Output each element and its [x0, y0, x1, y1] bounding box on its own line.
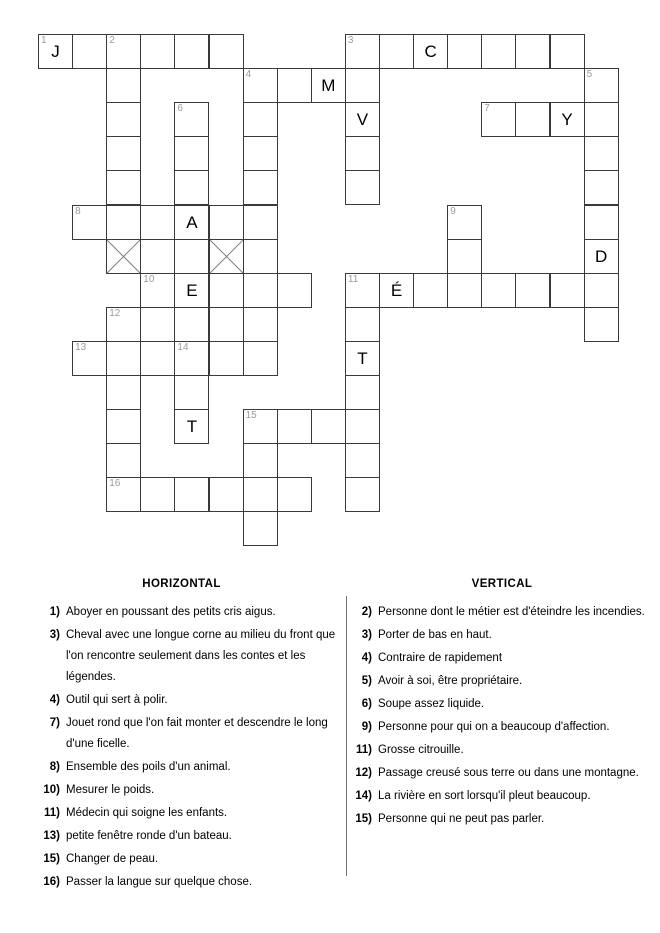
clue-text: Grosse citrouille. [378, 744, 464, 756]
grid-cell[interactable] [106, 68, 141, 103]
grid-cell[interactable] [550, 273, 585, 308]
cell-letter: T [357, 348, 368, 368]
clue-number: 14) [355, 790, 372, 802]
cell-number: 9 [450, 205, 456, 217]
clue-text: petite fenêtre ronde d'un bateau. [66, 830, 232, 842]
horizontal-clues-column [40, 578, 345, 895]
grid-cell[interactable] [140, 273, 175, 308]
grid-cell[interactable] [277, 477, 312, 512]
cell-letter: C [424, 42, 437, 62]
grid-cell[interactable] [174, 102, 209, 137]
blocked-cell-cross-icon [210, 240, 243, 273]
clue-item [40, 602, 345, 623]
grid-cell[interactable] [447, 273, 482, 308]
cell-letter: D [595, 246, 608, 266]
clue-text: Passage creusé sous terre ou dans une montagne. [378, 767, 639, 779]
clue-text: Ensemble des poils d'un animal. [66, 761, 231, 773]
cell-number: 7 [484, 103, 490, 115]
clue-item [40, 872, 345, 893]
clue-item [40, 780, 345, 801]
grid-cell[interactable] [277, 409, 312, 444]
cell-number: 11 [347, 273, 359, 285]
cell-number: 4 [245, 69, 252, 81]
clue-text: Personne pour qui on a beaucoup d'affection. [378, 721, 610, 733]
clue-text: Avoir à soi, être propriétaire. [378, 675, 523, 687]
vertical-clues-heading: VERTICAL [471, 578, 533, 590]
grid-cell[interactable] [243, 273, 278, 308]
grid-cell[interactable] [174, 239, 209, 274]
grid-cell[interactable] [106, 34, 141, 69]
grid-cell[interactable] [209, 341, 244, 376]
clue-text: Porter de bas en haut. [378, 629, 492, 641]
clue-number: 2) [361, 606, 372, 618]
grid-cell[interactable] [345, 443, 380, 478]
grid-cell[interactable] [38, 34, 73, 69]
clue-number: 16) [43, 876, 60, 888]
clue-item [352, 602, 652, 623]
grid-cell[interactable] [584, 205, 619, 240]
clue-item [352, 809, 652, 830]
clue-number: 12) [355, 767, 372, 779]
grid-cell-blocked [209, 239, 244, 274]
grid-cell[interactable] [413, 273, 448, 308]
clues-section [0, 578, 660, 888]
clue-item [40, 849, 345, 870]
grid-cell[interactable] [72, 34, 107, 69]
grid-cell[interactable] [584, 239, 619, 274]
clue-item [40, 803, 345, 824]
cell-letter: E [186, 280, 198, 300]
grid-cell[interactable] [106, 443, 141, 478]
clue-text: Outil qui sert à polir. [66, 694, 168, 706]
grid-cell[interactable] [243, 477, 278, 512]
grid-cell[interactable] [209, 34, 244, 69]
clue-text: Aboyer en poussant des petits cris aigus. [66, 606, 276, 618]
grid-cell[interactable] [277, 273, 312, 308]
clue-text: Mesurer le poids. [66, 784, 155, 796]
clue-item [352, 694, 652, 715]
grid-cell[interactable] [174, 34, 209, 69]
grid-cell[interactable] [311, 68, 346, 103]
grid-cell[interactable] [209, 307, 244, 342]
cell-number: 5 [586, 69, 593, 81]
cell-number: 14 [177, 341, 189, 353]
grid-cell[interactable] [106, 375, 141, 410]
grid-cell[interactable] [345, 409, 380, 444]
grid-cell[interactable] [481, 273, 516, 308]
grid-cell[interactable] [515, 102, 550, 137]
clue-number: 15) [355, 813, 372, 825]
grid-cell[interactable] [550, 34, 585, 69]
grid-cell[interactable] [345, 34, 380, 69]
grid-cell[interactable] [550, 102, 585, 137]
clue-item [352, 717, 652, 738]
clue-number: 1) [49, 606, 60, 618]
grid-cell[interactable] [345, 341, 380, 376]
grid-cell[interactable] [72, 205, 107, 240]
cell-number: 8 [75, 205, 81, 217]
grid-cell[interactable] [481, 34, 516, 69]
grid-cell[interactable] [345, 170, 380, 205]
grid-cell[interactable] [447, 239, 482, 274]
grid-cell[interactable] [106, 477, 141, 512]
grid-cell[interactable] [243, 511, 278, 546]
cell-letter: J [51, 42, 60, 62]
grid-cell[interactable] [243, 102, 278, 137]
grid-cell[interactable] [345, 273, 380, 308]
grid-cell[interactable] [584, 102, 619, 137]
vertical-clues-column [352, 578, 652, 832]
clue-item [352, 671, 652, 692]
grid-cell[interactable] [345, 68, 380, 103]
horizontal-clues-heading: HORIZONTAL [142, 578, 221, 590]
grid-cell[interactable] [140, 205, 175, 240]
grid-cell[interactable] [515, 273, 550, 308]
grid-cell[interactable] [174, 273, 209, 308]
grid-cell[interactable] [413, 34, 448, 69]
cell-letter: M [321, 76, 336, 96]
clue-number: 9) [361, 721, 372, 733]
grid-cell[interactable] [174, 205, 209, 240]
grid-cell[interactable] [243, 205, 278, 240]
cell-number: 16 [109, 478, 121, 490]
clue-number: 10) [43, 784, 60, 796]
clue-number: 3) [361, 629, 372, 641]
grid-cell[interactable] [345, 102, 380, 137]
grid-cell[interactable] [209, 205, 244, 240]
clue-item [40, 826, 345, 847]
clue-item [352, 786, 652, 807]
clue-number: 13) [43, 830, 60, 842]
vertical-clue-list [352, 602, 652, 830]
cell-number: 6 [177, 103, 183, 115]
grid-cell[interactable] [140, 307, 175, 342]
grid-cell[interactable] [243, 443, 278, 478]
grid-cell[interactable] [174, 136, 209, 171]
clue-item [352, 763, 652, 784]
cell-letter: V [356, 110, 369, 130]
clue-text: Passer la langue sur quelque chose. [66, 876, 253, 888]
cell-letter: É [390, 280, 403, 300]
grid-cell[interactable] [174, 409, 209, 444]
grid-cell[interactable] [481, 102, 516, 137]
grid-cell[interactable] [72, 341, 107, 376]
clue-number: 4) [361, 652, 372, 664]
grid-cell[interactable] [447, 34, 482, 69]
grid-cell[interactable] [106, 205, 141, 240]
clue-number: 11) [44, 807, 60, 819]
grid-cell[interactable] [243, 170, 278, 205]
grid-cell[interactable] [379, 34, 414, 69]
cell-number: 10 [143, 273, 155, 285]
grid-cell[interactable] [515, 34, 550, 69]
clue-number: 6) [361, 698, 372, 710]
clue-item [352, 648, 652, 669]
cell-number: 15 [245, 410, 257, 422]
grid-cell[interactable] [243, 307, 278, 342]
grid-cell[interactable] [106, 170, 141, 205]
cell-number: 12 [109, 307, 121, 319]
grid-cell[interactable] [584, 68, 619, 103]
clue-number: 5) [361, 675, 372, 687]
clue-text: Soupe assez liquide. [378, 698, 485, 710]
clue-text: Changer de peau. [66, 853, 159, 865]
cell-letter: T [186, 417, 198, 437]
horizontal-clue-list [40, 602, 345, 893]
clue-number: 3) [49, 629, 60, 641]
grid-cell[interactable] [209, 273, 244, 308]
grid-cell[interactable] [140, 34, 175, 69]
grid-cell[interactable] [243, 68, 278, 103]
clue-text: La rivière en sort lorsqu'il pleut beaucoup. [378, 790, 591, 802]
clue-item [40, 625, 345, 688]
grid-cell[interactable] [584, 307, 619, 342]
clue-item [40, 690, 345, 711]
grid-cell[interactable] [311, 409, 346, 444]
grid-cell[interactable] [174, 341, 209, 376]
grid-cell[interactable] [243, 341, 278, 376]
grid-cell[interactable] [447, 205, 482, 240]
grid-cell[interactable] [174, 170, 209, 205]
clue-number: 4) [49, 694, 60, 706]
clue-text: Personne qui ne peut pas parler. [378, 813, 545, 825]
grid-cell[interactable] [345, 477, 380, 512]
clue-number: 15) [43, 853, 60, 865]
grid-cell[interactable] [106, 102, 141, 137]
clue-item [40, 757, 345, 778]
grid-cell[interactable] [345, 375, 380, 410]
grid-cell[interactable] [584, 170, 619, 205]
grid-cell[interactable] [243, 239, 278, 274]
clue-number: 7) [49, 717, 60, 729]
grid-cell[interactable] [209, 477, 244, 512]
cell-number: 13 [75, 341, 87, 353]
grid-cell[interactable] [243, 409, 278, 444]
grid-cell[interactable] [106, 409, 141, 444]
clue-text: Médecin qui soigne les enfants. [66, 807, 228, 819]
grid-cell[interactable] [584, 273, 619, 308]
grid-cell[interactable] [140, 341, 175, 376]
clue-text: Jouet rond que l'on fait monter et descendre le long d'une ficelle. [66, 717, 328, 750]
clue-number: 8) [49, 761, 60, 773]
cell-letter: Y [561, 110, 573, 130]
clue-item [352, 740, 652, 761]
grid-cell-blocked [106, 239, 141, 274]
grid-cell[interactable] [345, 136, 380, 171]
grid-cell[interactable] [243, 136, 278, 171]
grid-cell[interactable] [106, 307, 141, 342]
grid-cell[interactable] [174, 375, 209, 410]
clue-text: Cheval avec une longue corne au milieu du front que l'on rencontre seulement dans les contes et les légendes. [66, 629, 336, 683]
clue-item [40, 713, 345, 755]
grid-cell[interactable] [174, 307, 209, 342]
clue-item [352, 625, 652, 646]
grid-cell[interactable] [277, 68, 312, 103]
grid-cell[interactable] [140, 239, 175, 274]
cell-number: 2 [109, 35, 115, 46]
blocked-cell-cross-icon [107, 240, 140, 273]
cell-number: 3 [347, 35, 354, 46]
grid-cell[interactable] [584, 136, 619, 171]
grid-cell[interactable] [345, 307, 380, 342]
clue-number: 11) [356, 744, 372, 756]
clue-text: Personne dont le métier est d'éteindre les incendies. [378, 606, 645, 618]
grid-cell[interactable] [106, 341, 141, 376]
clue-text: Contraire de rapidement [378, 652, 503, 664]
cell-number: 1 [41, 35, 47, 46]
cell-letter: A [186, 212, 198, 232]
grid-cell[interactable] [174, 477, 209, 512]
grid-cell[interactable] [106, 136, 141, 171]
grid-cell[interactable] [140, 477, 175, 512]
grid-cell[interactable] [379, 273, 414, 308]
